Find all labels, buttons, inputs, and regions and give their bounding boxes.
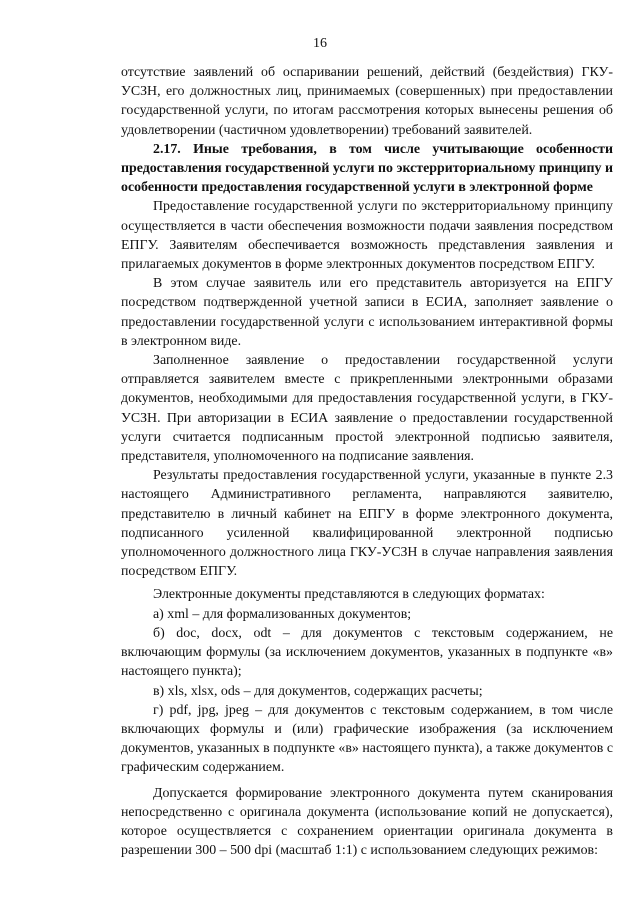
paragraph-submission: Заполненное заявление о предоставлении государственной услуги отправляется заявителем вместе с прикрепленными электронными образами документов, необходимыми для предоставления государственной услуги, в ГКУ-УСЗН. При авторизации в ЕСИА заявление о предоставлении государственной услуги считается подписанным простой электронной подписью заявителя, представителя, уполномоченного на подписание заявления. — [121, 353, 613, 465]
page-number: 16 — [313, 36, 327, 51]
paragraph-results: Результаты предоставления государственной услуги, указанные в пункте 2.3 настоящего Административного регламента, направляются заявителю, представителю в личный кабинет на ЕПГУ в форме электронного документа, подписанного усиленной квалифицированной электронной подписью уполномоченного должностного лица ГКУ-УСЗН в случае направления заявления посредством ЕПГУ. — [121, 468, 613, 580]
section-heading-2-17: 2.17. Иные требования, в том числе учитывающие особенности предоставления государственной услуги по экстерриториальному принципу и особенности предоставления государственной услуги в электронной форме — [121, 141, 613, 196]
document-body — [121, 63, 613, 860]
list-item-a: а) xml – для формализованных документов; — [153, 606, 412, 622]
list-item-b: б) doc, docx, odt – для документов с текстовым содержанием, не включающим формулы (за исключением документов, указанных в подпункте «в» настоящего пункта); — [121, 625, 613, 680]
paragraph-extraterritorial: Предоставление государственной услуги по экстерриториальному принципу осуществляется в части обеспечения возможности подачи заявления посредством ЕПГУ. Заявителям обеспечивается возможность представления заявления и прилагаемых документов в форме электронных документов посредством ЕПГУ. — [121, 199, 613, 273]
paragraph-authorization: В этом случае заявитель или его представитель авторизуется на ЕПГУ посредством подтвержденной учетной записи в ЕСИА, заполняет заявление о предоставлении государственной услуги с использованием интерактивной формы в электронном виде. — [121, 276, 613, 349]
list-item-v: в) xls, xlsx, ods – для документов, содержащих расчеты; — [153, 683, 483, 699]
list-item-g: г) pdf, jpg, jpeg – для документов с текстовым содержанием, в том числе включающих формулы и (или) графические изображения (за исключением документов, указанных в подпункте «в» настоящего пункта), а также документов с графическим содержанием. — [121, 702, 613, 776]
paragraph-formats-intro: Электронные документы представляются в следующих форматах: — [153, 587, 545, 603]
paragraph-grounds-continuation: отсутствие заявлений об оспаривании решений, действий (бездействия) ГКУ-УСЗН, его должностных лиц, принимаемых (совершенных) при предоставлении государственной услуги, по итогам рассмотрения которых вынесены решения об удовлетворении (частичном удовлетворении) требований заявителей. — [121, 65, 613, 138]
paragraph-scanning: Допускается формирование электронного документа путем сканирования непосредственно с оригинала документа (использование копий не допускается), которое осуществляется с сохранением ориентации оригинала документа в разрешении 300 – 500 dpi (масштаб 1:1) с использованием следующих режимов: — [121, 785, 613, 859]
